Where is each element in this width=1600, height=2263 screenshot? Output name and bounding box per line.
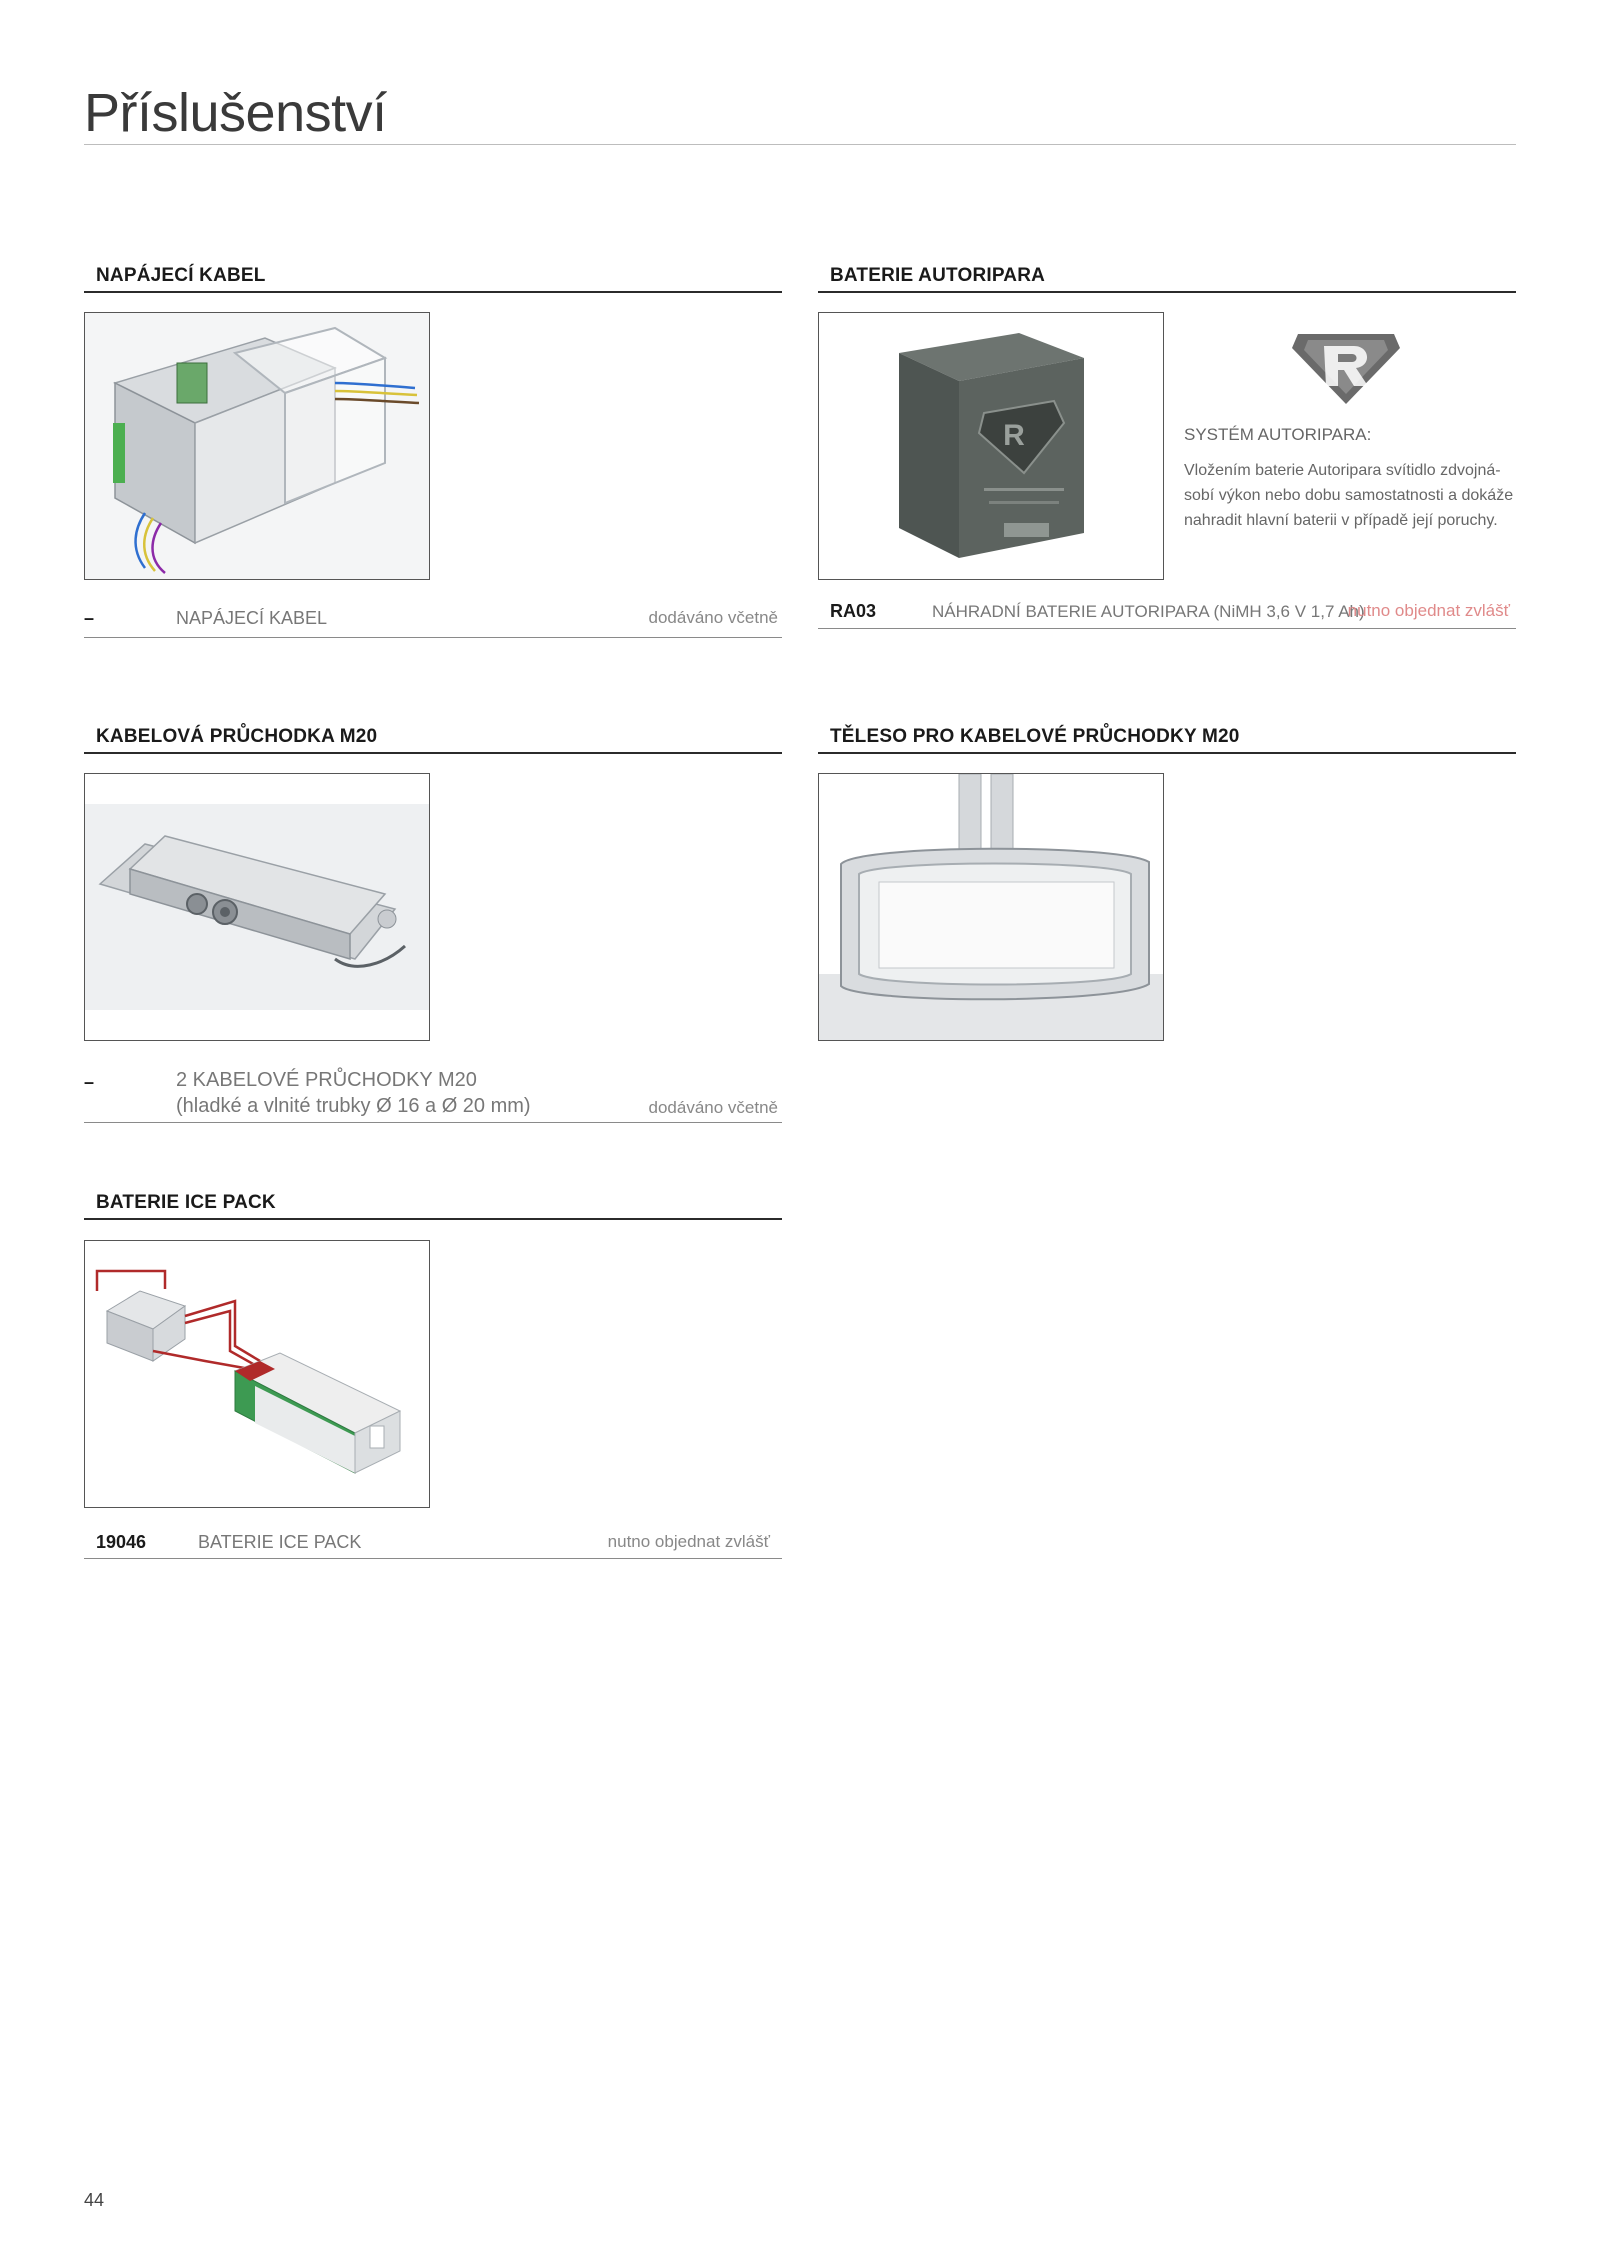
info-line: sobí výkon nebo dobu samostatnosti a dokáže	[1184, 487, 1514, 504]
ice-pack-image	[84, 1240, 430, 1508]
autoripara-logo-icon	[1288, 324, 1404, 408]
page-title: Příslušenství	[84, 83, 387, 143]
section-title-gland-body: TĚLESO PRO KABELOVÉ PRŮCHODKY M20	[830, 726, 1240, 747]
power-cable-image	[84, 312, 430, 580]
info-line: Vložením baterie Autoripara svítidlo zdvojná-	[1184, 462, 1501, 479]
section-divider	[818, 752, 1516, 754]
cable-gland-code: –	[84, 1072, 95, 1092]
section-title-cable-gland: KABELOVÁ PRŮCHODKA M20	[96, 726, 378, 747]
row-divider	[84, 637, 782, 638]
row-divider	[818, 628, 1516, 629]
autoripara-info-text	[1184, 458, 1514, 533]
section-divider	[84, 1218, 782, 1220]
cable-gland-description-line1: 2 KABELOVÉ PRŮCHODKY M20	[176, 1069, 477, 1091]
ice-pack-description: BATERIE ICE PACK	[198, 1532, 362, 1552]
battery-autoripara-image	[818, 312, 1164, 580]
autoripara-description: NÁHRADNÍ BATERIE AUTORIPARA (NiMH 3,6 V 1,7 Ah)	[932, 602, 1365, 621]
power-cable-note: dodáváno včetně	[648, 608, 778, 627]
title-divider	[84, 144, 1516, 145]
page-number: 44	[84, 2190, 105, 2210]
info-line: nahradit hlavní baterii v případě její poruchy.	[1184, 512, 1498, 529]
section-title-battery-autoripara: BATERIE AUTORIPARA	[830, 265, 1046, 286]
svg-text:R: R	[1003, 419, 1025, 452]
autoripara-code: RA03	[830, 601, 877, 621]
power-cable-description: NAPÁJECÍ KABEL	[176, 608, 328, 628]
section-title-ice-pack: BATERIE ICE PACK	[96, 1192, 276, 1213]
section-divider	[84, 752, 782, 754]
row-divider	[84, 1558, 782, 1559]
cable-gland-description-line2: (hladké a vlnité trubky Ø 16 a Ø 20 mm)	[176, 1095, 531, 1117]
ice-pack-code: 19046	[96, 1532, 147, 1552]
section-title-power-cable: NAPÁJECÍ KABEL	[96, 265, 266, 286]
ice-pack-note: nutno objednat zvlášť	[607, 1532, 770, 1551]
autoripara-note: nutno objednat zvlášť	[1347, 601, 1510, 620]
cable-gland-note: dodáváno včetně	[648, 1098, 778, 1117]
power-cable-code: –	[84, 608, 95, 628]
gland-body-image	[818, 773, 1164, 1041]
section-divider	[84, 291, 782, 293]
section-divider	[818, 291, 1516, 293]
cable-gland-image	[84, 773, 430, 1041]
autoripara-info-title: SYSTÉM AUTORIPARA:	[1184, 425, 1372, 444]
row-divider	[84, 1122, 782, 1123]
